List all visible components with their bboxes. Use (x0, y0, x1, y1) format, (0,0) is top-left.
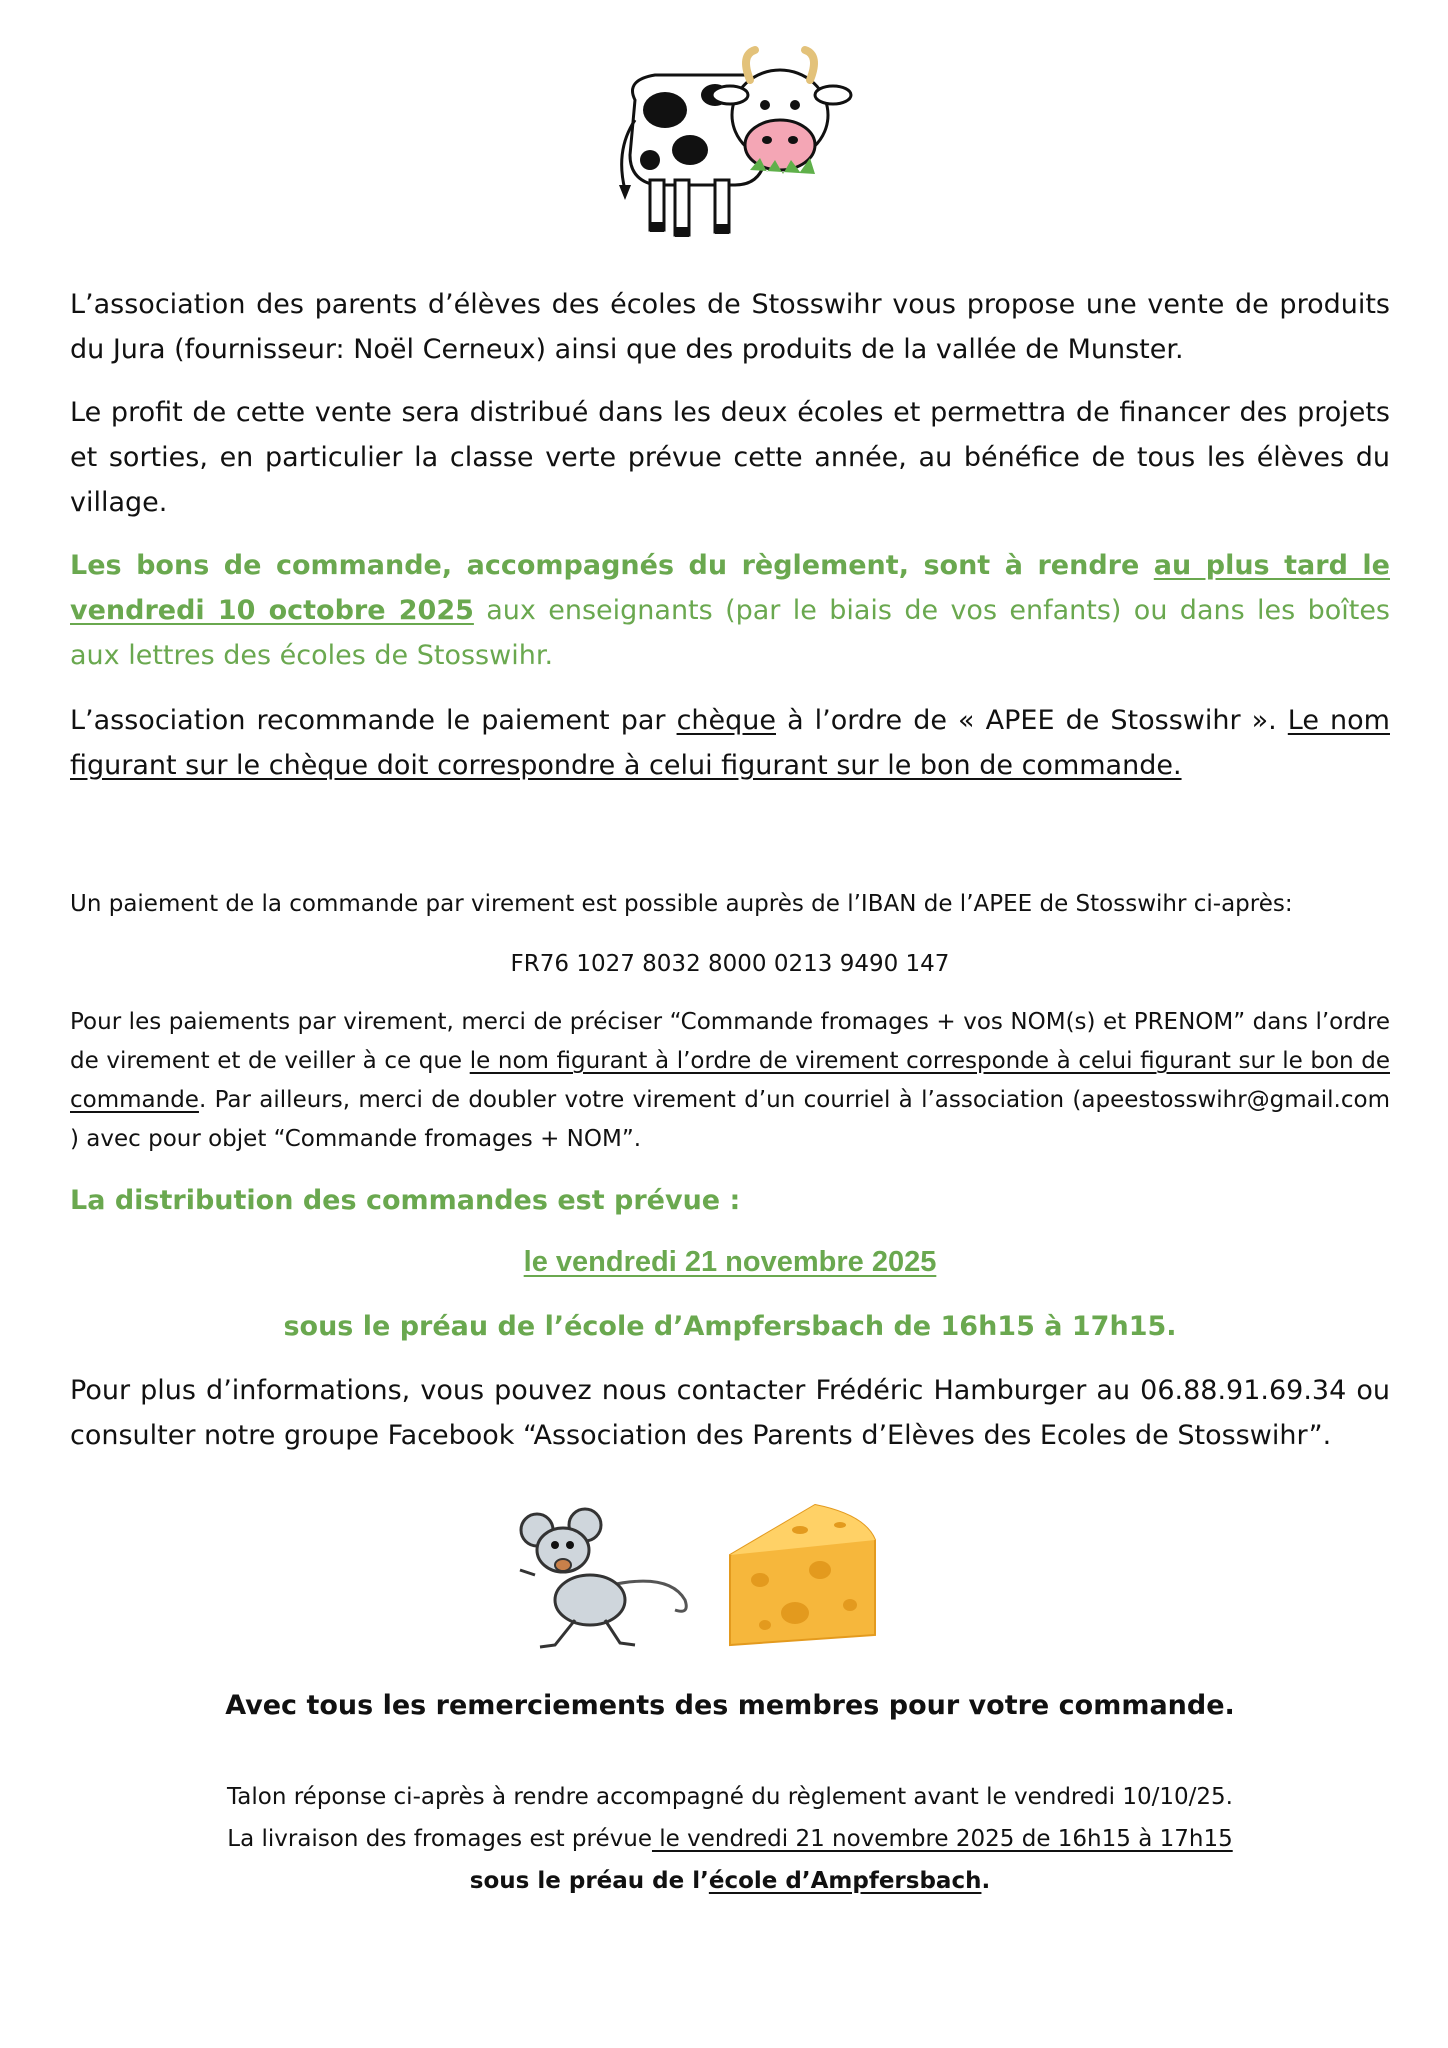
contact-paragraph: Pour plus d’informations, vous pouvez nous contacter Frédéric Hamburger au 06.88.91.69.34 ou consulter notre groupe Facebook “Association des Parents d’Elèves des Ecoles de Stosswihr”. (70, 1375, 1390, 1451)
cheque-order: à l’ordre de « APEE de Stosswihr ». (776, 705, 1288, 736)
deadline-date: au plus tard le vendredi 10 octobre 2025 (70, 550, 1390, 626)
footer-line-3 (70, 1862, 1390, 1901)
deadline-paragraph (70, 543, 1390, 678)
cheque-notice: Le nom figurant sur le chèque doit correspondre à celui figurant sur le bon de commande. (70, 705, 1390, 781)
distribution-place: sous le préau de l’école d’Ampfersbach de 16h15 à 17h15. (283, 1311, 1177, 1342)
footer-place-text: sous le préau de l’ (469, 1868, 709, 1894)
cheese-illustration (725, 1495, 885, 1650)
cheque-text: L’association recommande le paiement par (70, 705, 677, 736)
footer-school-name: école d’Ampfersbach (708, 1868, 982, 1894)
footer-line-1: Talon réponse ci-après à rendre accompagné du règlement avant le vendredi 10/10/25. (227, 1784, 1233, 1810)
cheque-paragraph (70, 698, 1390, 788)
cheque-word: chèque (676, 705, 776, 736)
transfer-text-1: Pour les paiements par virement, merci de préciser “Commande fromages + vos NOM(s) et PRENOM” dans l’ordre de virement et de veiller à ce que (70, 1009, 1390, 1074)
distribution-date: le vendredi 21 novembre 2025 (523, 1246, 937, 1278)
transfer-intro: Un paiement de la commande par virement est possible auprès de l’IBAN de l’APEE de Stosswihr ci-après: (70, 891, 1293, 917)
distribution-heading: La distribution des commandes est prévue : (70, 1185, 741, 1216)
deadline-text-rest: aux enseignants (par le biais de vos enfants) ou dans les boîtes aux lettres des écoles de Stosswihr. (70, 595, 1390, 671)
intro-paragraph: L’association des parents d’élèves des écoles de Stosswihr vous propose une vente de produits du Jura (fournisseur: Noël Cerneux) ainsi que des produits de la vallée de Munster. (70, 289, 1390, 365)
footer-delivery-date: le vendredi 21 novembre 2025 de 16h15 à 17h15 (651, 1826, 1233, 1852)
cow-illustration (595, 40, 865, 240)
footer-delivery-text: La livraison des fromages est prévue (227, 1826, 652, 1852)
deadline-text-bold: Les bons de commande, accompagnés du règlement, sont à rendre (70, 550, 1154, 581)
transfer-name-notice: le nom figurant à l’ordre de virement corresponde à celui figurant sur le bon de commande (70, 1048, 1390, 1113)
transfer-text-2: . Par ailleurs, merci de doubler votre virement d’un courriel à l’association (apeestosswihr@gmail.com ) avec pour objet “Commande fromages + NOM”. (70, 1087, 1390, 1152)
iban-number: FR76 1027 8032 8000 0213 9490 147 (510, 951, 950, 977)
thanks-message: Avec tous les remerciements des membres pour votre commande. (225, 1690, 1235, 1721)
footer-line-2 (70, 1820, 1390, 1859)
mouse-illustration (515, 1505, 695, 1655)
footer-period: . (981, 1868, 991, 1894)
transfer-instructions (70, 1003, 1390, 1159)
profit-paragraph: Le profit de cette vente sera distribué dans les deux écoles et permettra de financer des projets et sorties, en particulier la classe verte prévue cette année, au bénéfice de tous les élèves du village. (70, 397, 1390, 518)
